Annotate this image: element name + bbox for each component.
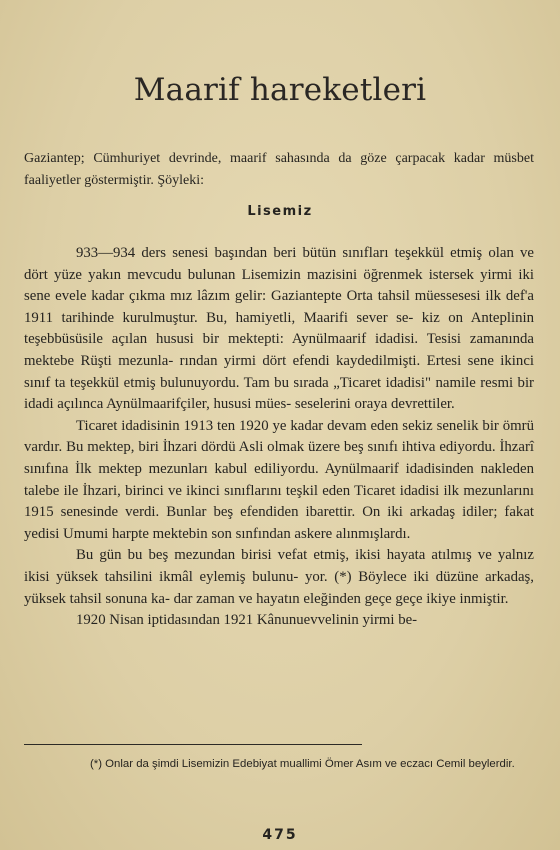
paragraph: 1920 Nisan iptidasından 1921 Kânunuevvelinin yirmi be-: [76, 612, 418, 629]
footnote: (*) Onlar da şimdi Lisemizin Edebiyat muallimi Ömer Asım ve eczacı Cemil beylerdir.: [90, 758, 515, 770]
page-number: 475: [262, 827, 298, 843]
paragraph: 933—934 ders senesi başından beri bütün sınıfları teşekkül etmiş olan ve dört yüze yakın mevcudu bulunan Lisemizin mazisini öğrenmek istersek yirmi iki sene evele kadar çıkma mız lâzım gelir: Gaziantepte Orta tahsil müessesesi ilk def'a 1911 tarihinde kurulmuştur. Bu, hamiyetli, Maarifi sever se- kiz on Anteplinin teşebbüsüsile açılan hususi bir mektepti: Aynülmaarif idadisi. Tesisi zamanında mektebe Rüşti mezunla- rından yirmi dört efendi kaydedilmişti. Ertesi sene ikinci sınıf ta teşekkül etmiş bulunuyordu. Tam bu sırada „Ticaret idadisi" namile resmi bir idadi açılınca Aynülmaarifçiler, hususi mües- seselerini oraya devrettiler.: [24, 245, 534, 413]
section-heading: Lisemiz: [247, 204, 313, 219]
paragraph: Ticaret idadisinin 1913 ten 1920 ye kadar devam eden sekiz senelik bir ömrü vardır. Bu mektep, biri İhzari dördü Asli olmak üzere beş sınıfı ihtiva ediyordu. İhzarî sınıfına İlk mektep mezunları kabul ediliyordu. Aynülmaarif idadisinden nakleden talebe ile İhzari, birinci ve ikinci sınıflarını teşkil eden Ticaret idadisi ilk mezunlarını 1915 senesinde verdi. Bunlar beş efendiden ibarettir. On iki arkadaş idiler; fakat yedisi Umumi harpte mektebin son sınfından askere alınmışlardı.: [24, 417, 534, 542]
page-title: Maarif hareketleri: [133, 72, 427, 108]
paragraph: Bu gün bu beş mezundan birisi vefat etmiş, ikisi hayata atılmış ve yalnız ikisi yüksek tahsilini ikmâl eylemiş bulunu- yor. (*) Böylece iki düzüne arkadaş, yüksek tahsil sonuna ka- dar zaman ve hayatın eleğinden geçe geçe ikiye inmiştir.: [24, 547, 534, 607]
intro-paragraph: Gaziantep; Cümhuriyet devrinde, maarif sahasında da göze çarpacak kadar müsbet faaliyetler göstermiştir. Şöyleki:: [24, 151, 534, 188]
footnote-rule: [24, 744, 362, 745]
body-text: [24, 243, 534, 632]
